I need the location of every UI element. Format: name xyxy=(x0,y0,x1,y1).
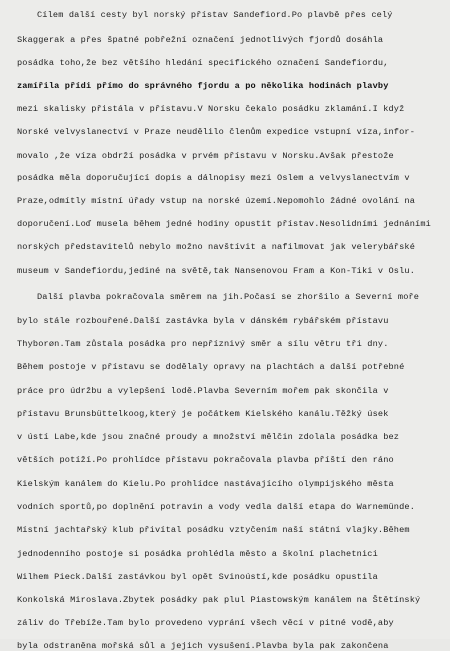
document-line: vodních sportů,po doplnění potravin a vody vedla další etapa do Warnemünde. xyxy=(17,502,416,512)
document-line: práce pro údržbu a vylepšení lodě.Plavba Severním mořem pak skončila v xyxy=(17,386,389,396)
document-line: mezi skalisky přistála v přístavu.V Norsku čekalo posádku zklamání.I když xyxy=(17,104,405,114)
document-line: Během postoje v přístavu se dodělaly opravy na plachtách a další potřebné xyxy=(17,362,405,372)
document-line: norských představitelů nebylo možno navštívit a nafilmovat jak velerybářské xyxy=(17,242,416,252)
document-line: jednodenního postoje si posádka prohlédla město a školní plachetnici xyxy=(17,549,378,559)
document-line: posádka toho,že bez většího hledání specifického označení Sandefiordu, xyxy=(17,58,389,68)
document-line: movalo ,že víza obdrží posádka v prvém přístavu v Norsku.Avšak přestože xyxy=(17,151,394,161)
document-line: Kielským kanálem do Kielu.Po prohlídce nastávajícího olympijského města xyxy=(17,479,394,489)
document-line: bylo stále rozbouřené.Další zastávka byla v dánském rybářském přístavu xyxy=(17,316,389,326)
document-line: v ústí Labe,kde jsou značné proudy a množství mělčin zdolala posádka bez xyxy=(17,432,400,442)
document-line: Praze,odmítly místní úřady vstup na norské území.Nepomohlo žádné ovolání na xyxy=(17,196,416,206)
document-line: přístavu Brunsbüttelkoog,který je počátkem Kielského kanálu.Těžký úsek xyxy=(17,409,389,419)
document-line: záliv do Třebíže.Tam bylo provedeno vyprání všech věcí v pitné vodě,aby xyxy=(17,618,394,628)
document-line: Cílem další cesty byl norský přístav Sandefiord.Po plavbě přes celý xyxy=(37,10,393,20)
document-line: Thyborøn.Tam zůstala posádka pro nepříznivý směr a sílu větru tři dny. xyxy=(17,339,389,349)
document-line: Místní jachtařský klub přivítal posádku vztyčením naší státní vlajky.Během xyxy=(17,525,410,535)
document-line: větších potíží.Po prohlídce přístavu pokračovala plavba příští den ráno xyxy=(17,455,394,465)
document-line: Wilhem Pieck.Další zastávkou byl opět Svinoústí,kde posádku opustila xyxy=(17,572,378,582)
document-line: Konkolská Miroslava.Zbytek posádky pak plul Piastowským kanálem na Štětínský xyxy=(17,595,421,605)
document-line: Skaggerak a přes špatné pobřežní označení jednotlivých fjordů dosáhla xyxy=(17,35,384,45)
document-line: byla odstraněna mořská sůl a jejich vysušení.Plavba byla pak zakončena xyxy=(17,641,389,651)
document-line: Norské velvyslanectví v Praze neudělilo členům expedice vstupní víza,infor- xyxy=(17,127,416,137)
document-line: Další plavba pokračovala směrem na jih.Počasí se zhoršilo a Severní moře xyxy=(37,292,420,302)
document-line: doporučení.Loď musela během jedné hodiny opustit přístav.Nesolidními jednáními xyxy=(17,219,431,229)
document-line: museum v Sandefiordu,jediné na světě,tak Nansenovou Fram a Kon-Tiki v Oslu. xyxy=(17,266,416,276)
document-line: posádka měla doporučující dopis a dálnopisy mezi Oslem a velvyslanectvím v xyxy=(17,173,410,183)
document-line: zamířila přídi přímo do správného fjordu a po několika hodinách plavby xyxy=(17,81,389,91)
